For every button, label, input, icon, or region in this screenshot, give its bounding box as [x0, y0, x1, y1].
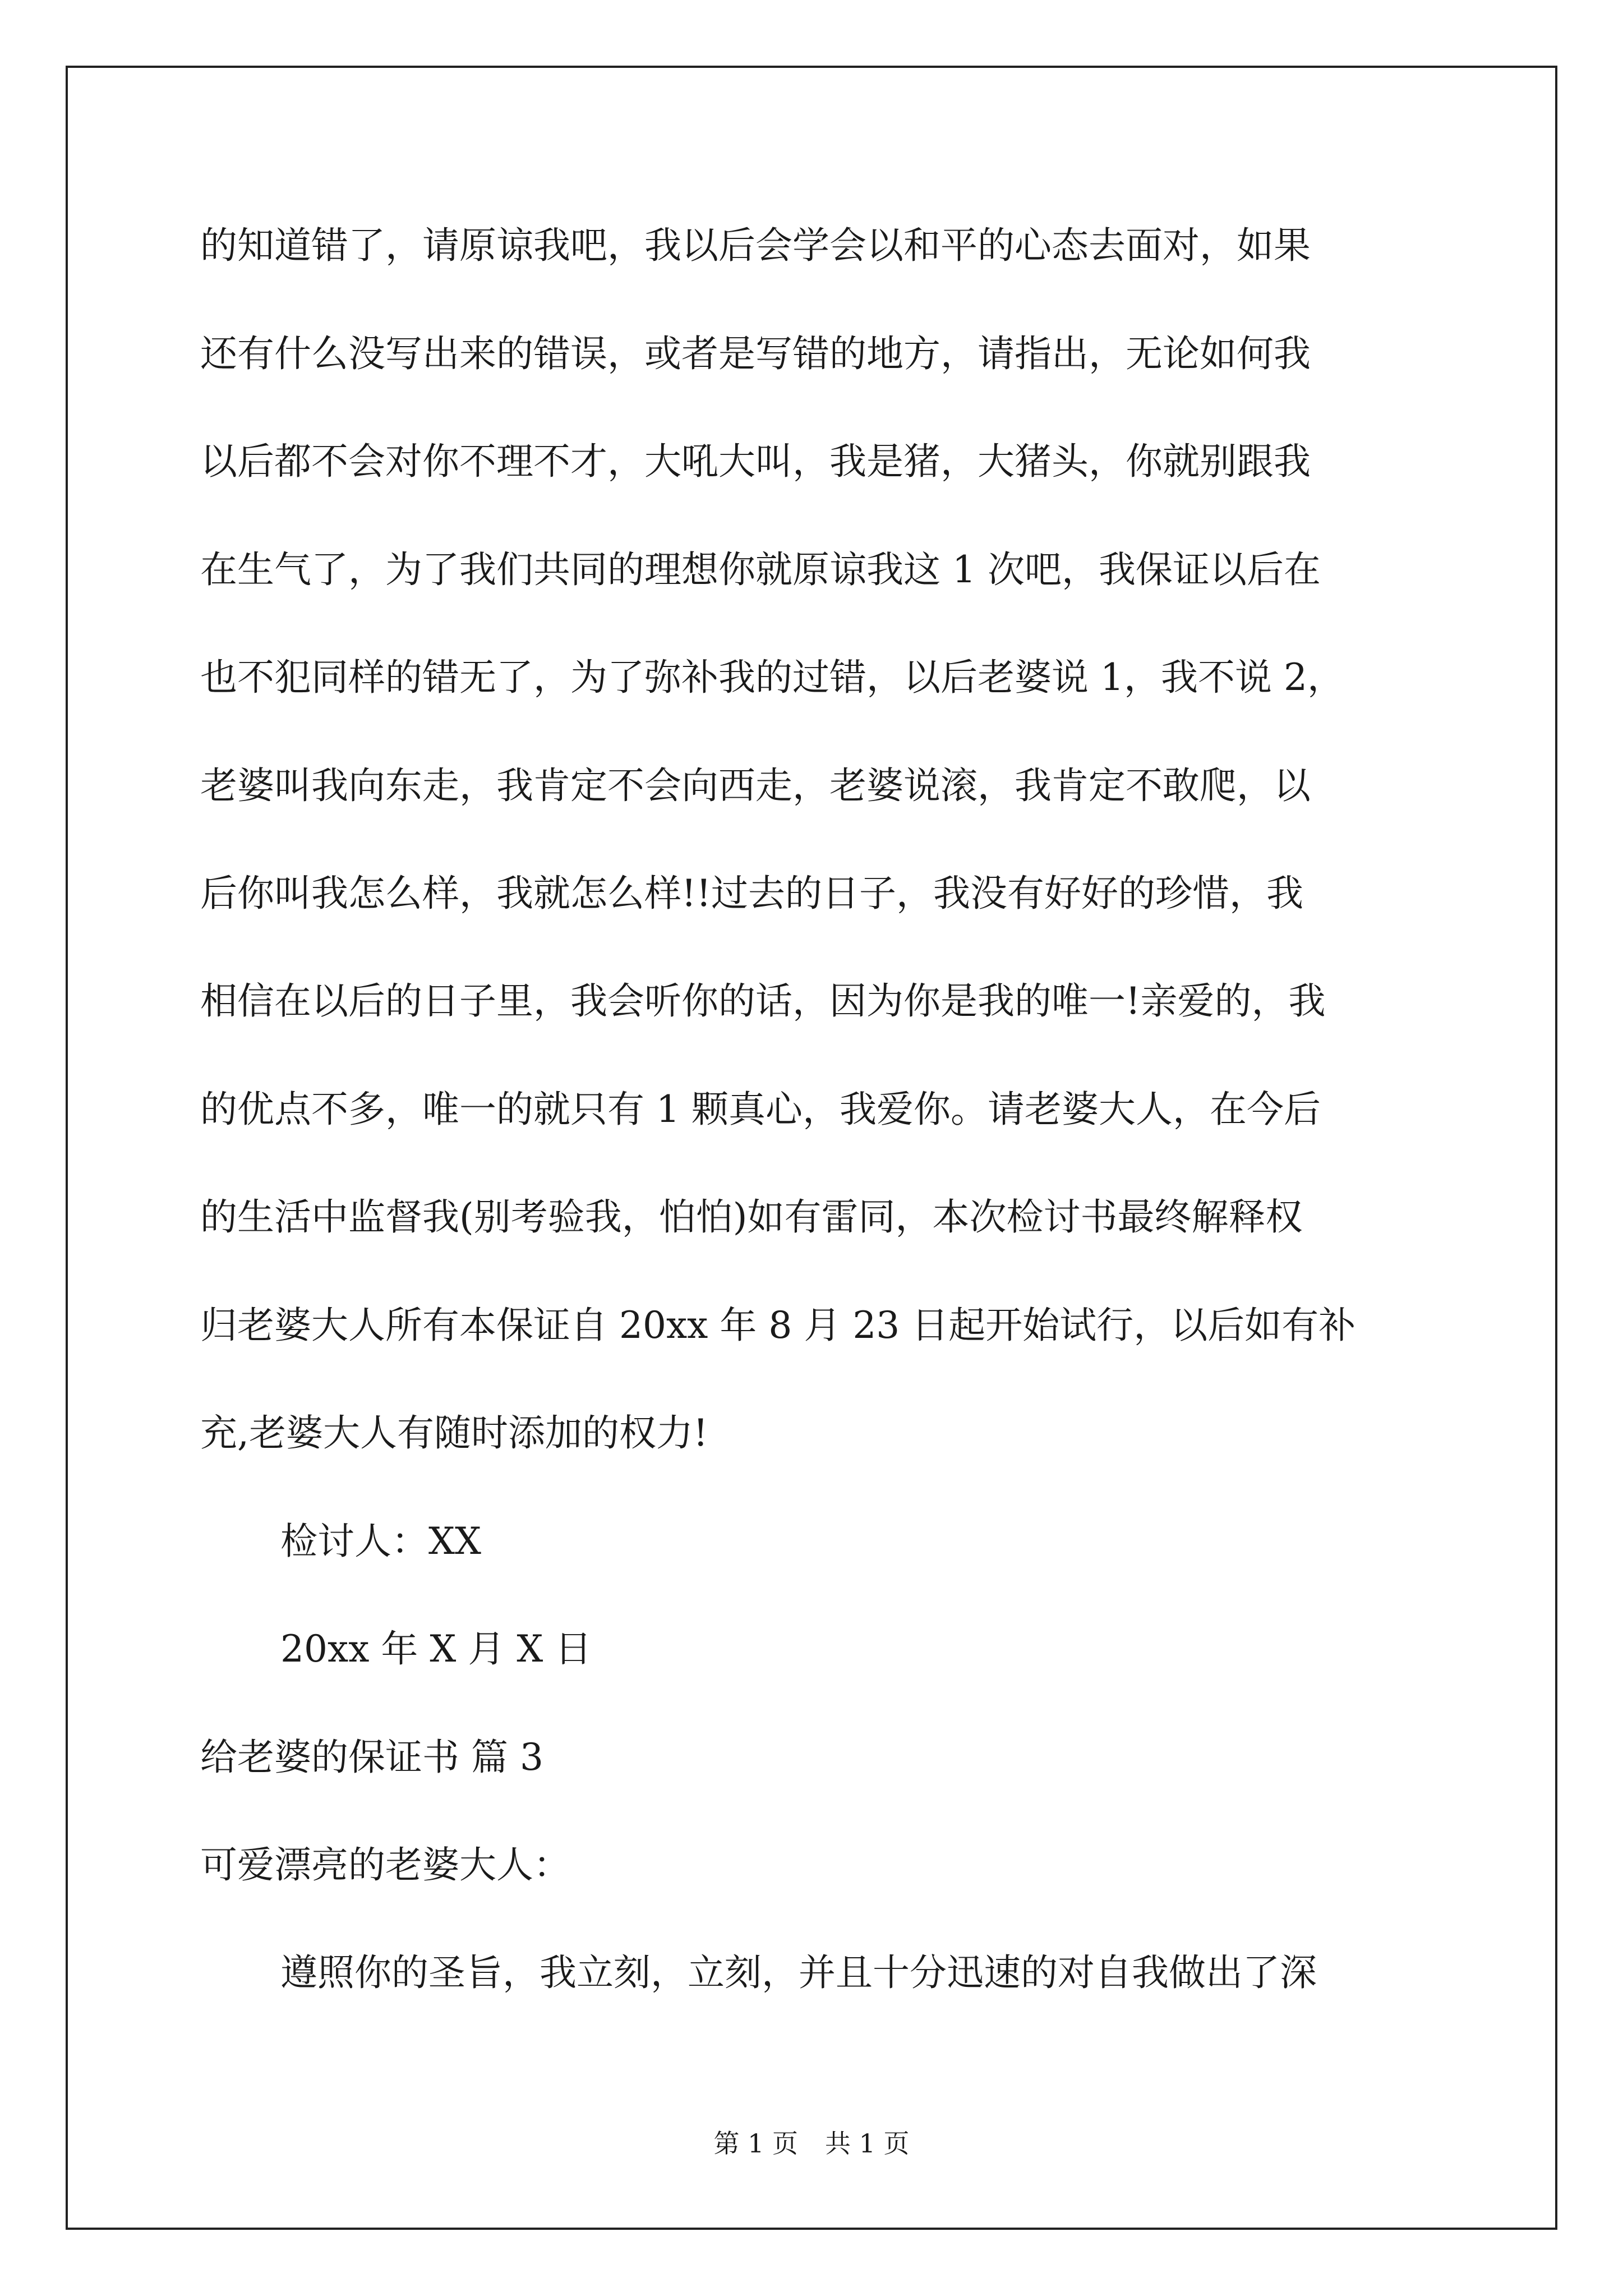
current-page-label: 第 1 页 [713, 2128, 798, 2159]
salutation: 可爱漂亮的老婆大人： [200, 1843, 570, 1887]
body-line: 后你叫我怎么样，我就怎么样!!过去的日子，我没有好好的珍惜，我 [200, 872, 1304, 915]
page-border [66, 66, 1557, 2230]
body-line: 以后都不会对你不理不才，大吼大叫，我是猪，大猪头，你就别跟我 [200, 440, 1311, 483]
body-line: 老婆叫我向东走，我肯定不会向西走，老婆说滚，我肯定不敢爬，以 [200, 764, 1311, 807]
section-heading: 给老婆的保证书 篇 3 [200, 1736, 543, 1779]
body-line: 充,老婆大人有随时添加的权力! [200, 1411, 708, 1455]
body-line: 在生气了，为了我们共同的理想你就原谅我这 1 次吧，我保证以后在 [200, 548, 1321, 591]
body-line: 的知道错了，请原谅我吧，我以后会学会以和平的心态去面对，如果 [200, 224, 1311, 267]
body-line: 的生活中监督我(别考验我，怕怕)如有雷同，本次检讨书最终解释权 [200, 1195, 1303, 1239]
body-line: 也不犯同样的错无了，为了弥补我的过错，以后老婆说 1，我不说 2， [200, 656, 1344, 699]
signer-line: 检讨人：XX [280, 1520, 481, 1563]
body-line: 还有什么没写出来的错误，或者是写错的地方，请指出，无论如何我 [200, 332, 1311, 375]
total-pages-label: 共 1 页 [825, 2128, 910, 2159]
opening-line: 遵照你的圣旨，我立刻，立刻，并且十分迅速的对自我做出了深 [280, 1951, 1317, 1994]
page-footer [0, 2128, 1623, 2159]
date-line: 20xx 年 X 月 X 日 [280, 1627, 592, 1671]
body-line: 归老婆大人所有本保证自 20xx 年 8 月 23 日起开始试行，以后如有补 [200, 1304, 1356, 1347]
body-line: 的优点不多，唯一的就只有 1 颗真心，我爱你。请老婆大人，在今后 [200, 1088, 1321, 1131]
body-line: 相信在以后的日子里，我会听你的话，因为你是我的唯一!亲爱的，我 [200, 979, 1326, 1023]
